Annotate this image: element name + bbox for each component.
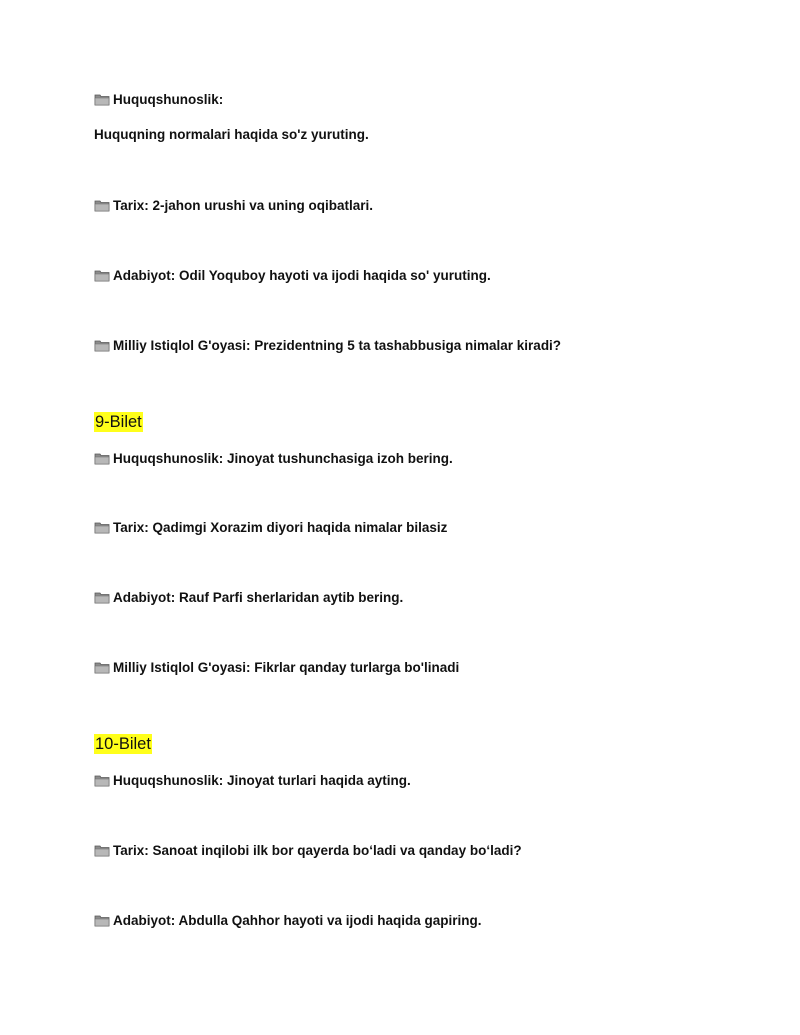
bilet10-question-tarix bbox=[94, 843, 522, 858]
question-text: Tarix: Qadimgi Xorazim diyori haqida nimalar bilasiz bbox=[113, 520, 448, 535]
folder-icon bbox=[94, 452, 110, 465]
question-text: Huquqshunoslik: Jinoyat tushunchasiga izoh bering. bbox=[113, 451, 453, 466]
bilet9-question-tarix bbox=[94, 520, 447, 535]
question-tarix bbox=[94, 198, 373, 213]
folder-icon bbox=[94, 339, 110, 352]
question-text: Milliy Istiqlol G'oyasi: Fikrlar qanday turlarga bo'linadi bbox=[113, 660, 460, 675]
question-text: Huquqshunoslik: bbox=[113, 92, 224, 107]
bilet10-question-adabiyot bbox=[94, 913, 482, 928]
question-milliy-istiqlol bbox=[94, 338, 561, 353]
bilet9-question-milliy-istiqlol bbox=[94, 660, 459, 675]
question-text: Tarix: Sanoat inqilobi ilk bor qayerda bo‘ladi va qanday bo‘ladi? bbox=[113, 843, 522, 858]
folder-icon bbox=[94, 914, 110, 927]
question-text: Adabiyot: Abdulla Qahhor hayoti va ijodi haqida gapiring. bbox=[113, 913, 482, 928]
bilet9-question-huquqshunoslik bbox=[94, 451, 453, 466]
question-text: Huquqshunoslik: Jinoyat turlari haqida ayting. bbox=[113, 773, 411, 788]
question-adabiyot bbox=[94, 268, 491, 283]
question-text: Adabiyot: Odil Yoquboy hayoti va ijodi haqida so' yuruting. bbox=[113, 268, 491, 283]
folder-icon bbox=[94, 661, 110, 674]
question-text: Adabiyot: Rauf Parfi sherlaridan aytib bering. bbox=[113, 590, 404, 605]
section-heading-9-bilet: 9-Bilet bbox=[95, 413, 142, 431]
question-text: Milliy Istiqlol G'oyasi: Prezidentning 5 ta tashabbusiga nimalar kiradi? bbox=[113, 338, 562, 353]
folder-icon bbox=[94, 199, 110, 212]
question-text: Tarix: 2-jahon urushi va uning oqibatlari. bbox=[113, 198, 374, 213]
folder-icon bbox=[94, 269, 110, 282]
bilet9-question-adabiyot bbox=[94, 590, 403, 605]
folder-icon bbox=[94, 93, 110, 106]
question-text: Huquqning normalari haqida so'z yuruting. bbox=[94, 127, 369, 142]
question-huquqshunoslik-header bbox=[94, 92, 223, 107]
folder-icon bbox=[94, 844, 110, 857]
section-heading-10-bilet: 10-Bilet bbox=[95, 735, 151, 753]
bilet10-question-huquqshunoslik bbox=[94, 773, 411, 788]
folder-icon bbox=[94, 521, 110, 534]
folder-icon bbox=[94, 591, 110, 604]
folder-icon bbox=[94, 774, 110, 787]
